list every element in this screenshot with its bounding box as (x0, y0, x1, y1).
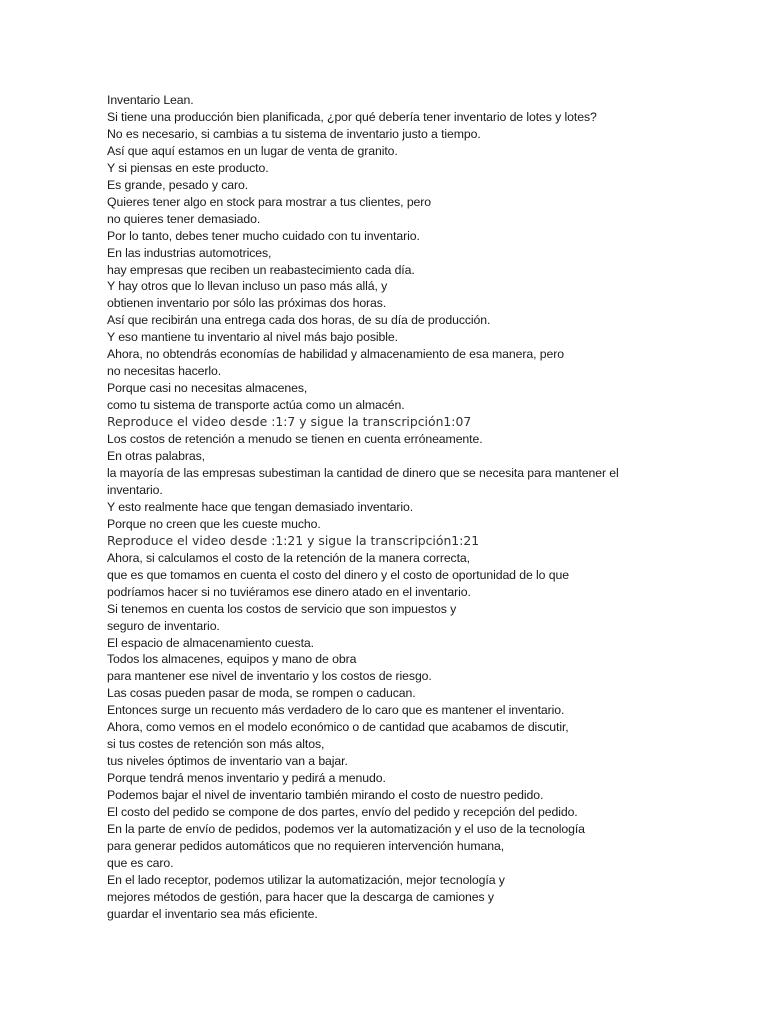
transcript-line: inventario. (107, 482, 163, 497)
transcript-line: Por lo tanto, debes tener mucho cuidado con tu inventario. (107, 228, 420, 243)
transcript-line: Porque casi no necesitas almacenes, (107, 381, 308, 396)
transcript-line: Porque no creen que les cueste mucho. (107, 516, 321, 531)
transcript-line: En la parte de envío de pedidos, podemos ver la automatización y el uso de la tecnología (107, 821, 585, 836)
transcript-line: No es necesario, si cambias a tu sistema de inventario justo a tiempo. (107, 126, 481, 141)
transcript-line: Los costos de retención a menudo se tienen en cuenta erróneamente. (107, 432, 483, 447)
transcript-line: para generar pedidos automáticos que no requieren intervención humana, (107, 838, 505, 853)
transcript-line: no necesitas hacerlo. (107, 364, 222, 379)
transcript-line: tus niveles óptimos de inventario van a bajar. (107, 754, 348, 769)
transcript-line: Las cosas pueden pasar de moda, se rompen o caducan. (107, 686, 416, 701)
transcript-line: Porque tendrá menos inventario y pedirá a menudo. (107, 771, 386, 786)
transcript-line: Así que aquí estamos en un lugar de venta de granito. (107, 143, 398, 158)
transcript-line: la mayoría de las empresas subestiman la cantidad de dinero que se necesita para mantener el (107, 465, 619, 480)
transcript-line: Y hay otros que lo llevan incluso un paso más allá, y (107, 279, 388, 294)
transcript-line: Ahora, no obtendrás economías de habilidad y almacenamiento de esa manera, pero (107, 347, 564, 362)
transcript-line: seguro de inventario. (107, 618, 220, 633)
transcript-line: obtienen inventario por sólo las próximas dos horas. (107, 296, 387, 311)
transcript-line: Si tenemos en cuenta los costos de servicio que son impuestos y (107, 601, 457, 616)
video-timestamp-link[interactable]: Reproduce el video desde :1:21 y sigue la transcripción1:21 (107, 532, 480, 548)
transcript-line: Podemos bajar el nivel de inventario también mirando el costo de nuestro pedido. (107, 788, 544, 803)
transcript-line: Y si piensas en este producto. (107, 160, 269, 175)
transcript-line: Si tiene una producción bien planificada, ¿por qué debería tener inventario de lotes y lotes? (107, 109, 597, 124)
document-body (107, 92, 747, 923)
transcript-line: como tu sistema de transporte actúa como un almacén. (107, 398, 405, 413)
transcript-line: Quieres tener algo en stock para mostrar a tus clientes, pero (107, 194, 432, 209)
transcript-line: En otras palabras, (107, 449, 205, 464)
transcript-line: que es que tomamos en cuenta el costo del dinero y el costo de oportunidad de lo que (107, 567, 569, 582)
transcript-line: El espacio de almacenamiento cuesta. (107, 635, 314, 650)
transcript-line: que es caro. (107, 855, 174, 870)
transcript-line: En el lado receptor, podemos utilizar la automatización, mejor tecnología y (107, 872, 505, 887)
transcript-line: Inventario Lean. (107, 93, 194, 107)
transcript-line: El costo del pedido se compone de dos partes, envío del pedido y recepción del pedido. (107, 805, 578, 820)
transcript-line: podríamos hacer si no tuviéramos ese dinero atado en el inventario. (107, 584, 471, 599)
video-timestamp-link[interactable]: Reproduce el video desde :1:7 y sigue la transcripción1:07 (107, 414, 472, 430)
transcript-line: no quieres tener demasiado. (107, 211, 261, 226)
transcript-line: Ahora, si calculamos el costo de la retención de la manera correcta, (107, 550, 470, 565)
transcript-line: Y esto realmente hace que tengan demasiado inventario. (107, 499, 414, 514)
transcript-line: Así que recibirán una entrega cada dos horas, de su día de producción. (107, 313, 491, 328)
transcript-line: Y eso mantiene tu inventario al nivel más bajo posible. (107, 330, 398, 345)
transcript-line: En las industrias automotrices, (107, 245, 272, 260)
transcript-line: Todos los almacenes, equipos y mano de obra (107, 652, 357, 667)
transcript-line: para mantener ese nivel de inventario y los costos de riesgo. (107, 669, 432, 684)
transcript-line: hay empresas que reciben un reabastecimiento cada día. (107, 262, 415, 277)
transcript-line: Entonces surge un recuento más verdadero de lo caro que es mantener el inventario. (107, 703, 565, 718)
transcript-line: Es grande, pesado y caro. (107, 177, 249, 192)
transcript-line: si tus costes de retención son más altos, (107, 737, 325, 752)
transcript-line: mejores métodos de gestión, para hacer que la descarga de camiones y (107, 889, 494, 904)
transcript-line: Ahora, como vemos en el modelo económico o de cantidad que acabamos de discutir, (107, 720, 569, 735)
transcript-line: guardar el inventario sea más eficiente. (107, 906, 318, 921)
